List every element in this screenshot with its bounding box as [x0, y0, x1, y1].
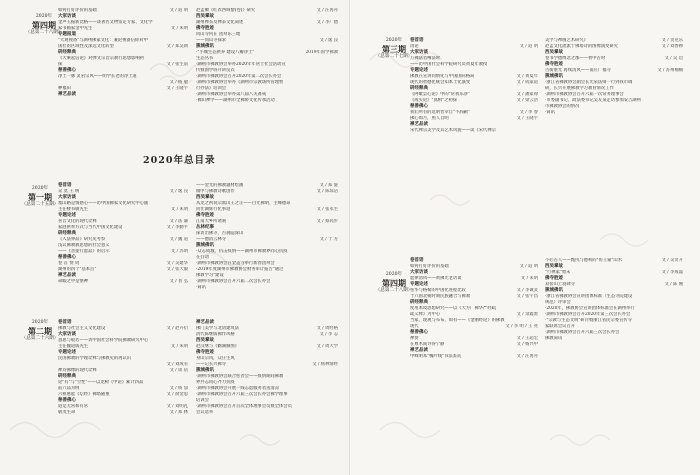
- entry-author: 文 / 俞金思: [166, 392, 188, 397]
- entry-title: ——德清云林寺: [196, 237, 227, 242]
- entry-title: ·湖州市佛教协会开展一线志愿服务者送清凉: [196, 386, 280, 391]
- entry-title: 前六品为例: [58, 386, 80, 391]
- section-heading: 专题论述: [410, 282, 428, 287]
- section-heading: 专题论述: [410, 68, 428, 73]
- entry-author: 文 / 吴建华: [166, 261, 188, 266]
- entry-title: ·简讯: [196, 285, 206, 290]
- entry-title: ——同山寺探求: [196, 38, 227, 43]
- toc-column: [410, 258, 538, 360]
- toc-column: [58, 8, 188, 98]
- entry-author: 文 / 道 明: [519, 264, 538, 269]
- entry-author: 文 / 刘成有: [166, 362, 188, 367]
- entry-author: 文 / 杨 茄: [169, 386, 188, 391]
- section-heading: 佛寺胜迹: [545, 62, 563, 67]
- section-heading: 西吴掌故: [196, 14, 214, 19]
- issue-label: [18, 186, 62, 208]
- entry-author: 文 / 道 明: [519, 44, 538, 49]
- entry-title: ·湖州市佛教协会联合慈善会——疫情期间佛教: [196, 374, 284, 379]
- issue-number: 第四期: [382, 278, 406, 288]
- issue-total-number: （总第二十八期）: [25, 30, 63, 35]
- issue-total-number: （总第二十六期）: [21, 336, 59, 341]
- entry-title: 规范）评审会: [545, 300, 571, 305]
- entry-title: "大观视备"与湖州佛家文化：兼论视备信仰对中: [58, 38, 148, 43]
- entry-title: 当家、现观与布布，如有——《金刚经论》的佛教: [410, 318, 505, 323]
- entry-title: 微中与佛教诗歌创作: [196, 189, 235, 194]
- entry-author: 文 / 周大学: [316, 344, 338, 349]
- toc-column: [196, 8, 338, 104]
- entry-title: ——记长兴佛寺: [196, 362, 227, 367]
- entry-title: 论"有"与"空性"——以龙树《中论》累计四品: [58, 380, 144, 385]
- entry-title: 清代陈继儒佛作风格: [196, 332, 235, 337]
- section-heading: 簇城佛讯: [545, 74, 563, 79]
- issue-year: 2020年: [385, 272, 403, 277]
- entry-author: 文 / 张宇昌: [516, 294, 538, 299]
- section-heading: 卷首语: [410, 38, 424, 43]
- entry-author: 文 / 苏明: [170, 249, 188, 254]
- entry-author: 文 / 赵卉衍: [166, 326, 188, 331]
- section-heading: 卷首语: [58, 320, 72, 325]
- entry-title: 如何打好评价的基础: [58, 8, 97, 13]
- entry-title: ·湖州市佛教协会召开六届三次会长办会佛学理事: [196, 392, 288, 397]
- issue-total-number: （总第二十五期）: [21, 202, 59, 207]
- section-heading: 研经释典: [410, 300, 428, 305]
- entry-author: 文 / 朱明: [170, 344, 188, 349]
- entry-title: 在尊木间寻得宁静: [410, 342, 445, 347]
- entry-title: 金声玉振新比格——谈著名文物鉴定专家、文化学: [58, 20, 153, 25]
- entry-title: 佛教学习"建设: [196, 273, 224, 278]
- entry-title: 种福田: [58, 86, 71, 91]
- entry-title: 禅诗佛像的现代诠释: [58, 368, 97, 373]
- entry-title: ·湖州市佛教协会在金盖寺举行新春团拜会: [196, 261, 275, 266]
- section-heading: 专题论述: [58, 213, 76, 218]
- section-heading: 佛寺胜迹: [196, 350, 214, 355]
- entry-title: 我们所有的选明皆幸自"不辞嗣": [410, 110, 470, 115]
- section-heading: 大家访谈: [410, 270, 428, 275]
- section-heading: 西吴掌故: [545, 50, 563, 55]
- toc-entry[interactable]: [196, 98, 338, 104]
- entry-author: 文 / 黄夏年: [516, 74, 538, 79]
- entry-author: 文 / 陈琼洁: [316, 189, 338, 194]
- entry-author: 文 / 刘明礼: [166, 404, 188, 409]
- toc-entry[interactable]: [58, 410, 188, 416]
- entry-author: 文 / 普 弘: [169, 279, 188, 284]
- entry-title: 市佛教协会的情况: [545, 104, 580, 109]
- entry-title: 喜音文化的现代诠释: [58, 219, 97, 224]
- entry-author: 文 / 周经格: [316, 326, 338, 331]
- issue-year: 2020年: [385, 38, 403, 43]
- entry-title: 佛教与社会主义文化建设: [58, 326, 106, 331]
- section-heading: 丛林纪事: [196, 225, 214, 230]
- entry-title: 净土一脉 灵岩宗风——明学长老的净土道: [58, 74, 137, 79]
- toc-column: [545, 38, 683, 116]
- entry-title: 佛教简讯: [545, 336, 563, 341]
- entry-title: 培训会: [196, 398, 209, 403]
- entry-title: ——访中国社会科学院研究员黄夏年教授: [410, 62, 488, 67]
- toc-column: [545, 258, 683, 342]
- entry-author: 文 / 李 明 / 王 亮: [505, 324, 538, 329]
- entry-title: 生态丛书: [196, 56, 214, 61]
- entry-title: 疏义释》为中心: [410, 312, 441, 317]
- entry-author: 文 / 郑 林: [169, 410, 188, 415]
- entry-title: ·众志成城，抗击疫情——湖州市佛教界同心抗疫: [196, 249, 288, 254]
- entry-title: ·"宗教与生态文明"研讨暨浙江省民宗委宣传寺: [545, 318, 632, 323]
- section-heading: 慈善佛心: [58, 255, 76, 260]
- entry-title: ·浙江省佛教协会宣讲团体标准（生态寺院建设: [545, 294, 633, 299]
- toc-column: [410, 38, 538, 134]
- section-heading: 专题论述: [58, 350, 76, 355]
- entry-title: 慈华与格勒的中国化进程比较: [410, 288, 466, 293]
- issue-number: 第四期: [32, 20, 56, 30]
- toc-entry[interactable]: [196, 285, 338, 291]
- toc-entry[interactable]: [545, 258, 683, 264]
- issue-total-number: （总第二十八期）: [375, 288, 413, 293]
- entry-author: 文 / 十 方: [319, 237, 338, 242]
- entry-title: 宋代禅宗美学及其艺术风貌——读《宋代禅宗: [410, 128, 496, 133]
- section-heading: 簇城佛讯: [196, 243, 214, 248]
- entry-title: 赵孟文化流派于佛塔诗的图像演变研究: [545, 44, 619, 49]
- entry-title: 主任魏道儒先生: [58, 344, 89, 349]
- issue-number: 第一期: [28, 192, 52, 202]
- entry-title: 度用本境思想研究——以《大方广佛华严经疏: [410, 306, 496, 311]
- section-heading: 西吴掌故: [196, 195, 214, 200]
- entry-title: 现代: [410, 324, 419, 329]
- issue-total-number: （总第二十七期）: [375, 54, 413, 59]
- entry-title: 《大乘起信论》对弹文宗旨宗教行思想影响初: [58, 56, 144, 61]
- section-heading: 禅艺品读: [58, 92, 76, 97]
- entry-author: 文 / 郑昊朗: [166, 44, 188, 49]
- entry-title: 在行动: [196, 255, 209, 260]
- entry-title: 佛心如月，照人自明: [410, 116, 449, 121]
- entry-title: 主任楼书敏先生: [58, 207, 89, 212]
- entry-title: 卷书学德博悲之郡——智中古时: [545, 56, 606, 61]
- section-heading: 慈善佛心: [410, 330, 428, 335]
- entry-author: 文 / 李诚灵: [516, 288, 538, 293]
- toc-entry[interactable]: [196, 410, 338, 416]
- entry-author: 文 / 谈 蓓: [169, 368, 188, 373]
- section-heading: 大家访谈: [58, 14, 76, 19]
- toc-column: [58, 320, 188, 416]
- issue-label: [18, 320, 62, 342]
- issue-year: 2020年: [31, 186, 49, 191]
- section-heading: 禅艺品读: [410, 348, 428, 353]
- issue-year: 2020年: [31, 320, 49, 325]
- entry-title: 赵汉继与《鹳湖颐图》: [196, 344, 239, 349]
- toc-column: [196, 183, 338, 291]
- entry-title: 国社的区域性及深远文化转型: [58, 44, 114, 49]
- entry-author: 文 / 潘家禄: [516, 92, 538, 97]
- entry-title: 民国佛教的学理诠释与佛教史的再认识: [58, 356, 132, 361]
- entry-title: 现代的智德化统会知本土化演变: [410, 80, 471, 85]
- entry-title: 敬茂生命: [58, 410, 76, 415]
- entry-title: ·2020年，佛教协会宣讲团体标准会在湖州举行: [545, 306, 635, 311]
- entry-author: 文 / 朱明: [520, 276, 538, 281]
- entry-title: 万佛法者傳法时: [410, 56, 441, 61]
- section-heading: 大家访谈: [410, 50, 428, 55]
- section-heading: 簇城佛讯: [196, 368, 214, 373]
- entry-title: 禅赞: [410, 336, 419, 341]
- toc-entry[interactable]: [545, 336, 683, 342]
- entry-title: ·湖州市佛教协会举办2020年年居士社会活动宣: [196, 62, 286, 67]
- entry-author: 文 / 汪再舟: [516, 354, 538, 359]
- section-heading: 研经释典: [58, 50, 76, 55]
- entry-title: 再论: [410, 44, 419, 49]
- section-heading: 西吴掌故: [545, 264, 563, 269]
- entry-title: 卷 首 赞 词: [58, 261, 80, 266]
- section-heading: 卷首语: [410, 258, 424, 263]
- entry-title: ·"小城生态供养 建设八瓣净土": [196, 50, 255, 55]
- entry-author: 文 / 刘香穆: [661, 44, 683, 49]
- entry-author: 文 / 余鑫蕾: [516, 312, 538, 317]
- entry-author: 2019年国学佛教: [305, 50, 338, 55]
- entry-author: 文 / 成家道: [516, 80, 538, 85]
- entry-title: 如何打好评价的基础: [410, 264, 449, 269]
- entry-title: 古街重光 再续清风——南庄广福寺: [545, 68, 611, 73]
- section-heading: 佛寺胜迹: [545, 276, 563, 281]
- entry-title: 道是无常和有常: [58, 404, 89, 409]
- entry-title: 从龙之初说宗派山王之正——白光佛明、主峰德昂: [196, 201, 291, 206]
- entry-author: 文 / 苏州楠楠: [657, 68, 683, 73]
- entry-title: 湖州禅茶及禅茶文化简述: [196, 20, 244, 25]
- toc-entry[interactable]: [58, 279, 188, 285]
- issue-number: 第二期: [28, 326, 52, 336]
- entry-title: 浅议佛教教思想的社会意义: [58, 243, 110, 248]
- toc-entry[interactable]: [545, 110, 683, 116]
- entry-title: 赵孟頫《红衣西域僧(卷)》研究: [196, 8, 256, 13]
- main-title: 2020年总目录: [143, 155, 216, 166]
- section-heading: 卷首语: [58, 183, 72, 188]
- entry-author: 文 / 朱明: [170, 26, 188, 31]
- entry-author: 文 / 逸 良: [319, 38, 338, 43]
- entry-author: 文 / 李勤平: [166, 225, 188, 230]
- entry-title: 研，长兴开展佛教学习教育情况工作: [545, 86, 614, 91]
- entry-author: 文 / 李 志: [319, 332, 338, 337]
- entry-title: 《阿毗昙心论》中的"常我乐净": [410, 92, 470, 97]
- section-heading: 慈善佛心: [58, 398, 76, 403]
- entry-title: 湖州的四个"基本点": [58, 267, 97, 272]
- entry-title: 家书画家金中先生: [58, 26, 93, 31]
- entry-title: ——金光的佛教题材绘画: [196, 183, 244, 188]
- entry-title: ·湖州市佛教协会举办《湖州市宗教场所管理暂: [196, 80, 284, 85]
- entry-title: 不必古人——甄戌与德初的"仿王蒙"山水: [545, 258, 622, 263]
- issue-number: 第三期: [382, 44, 406, 54]
- entry-author: 文 / 王晓宇: [166, 86, 188, 91]
- entry-title: ·湖州市佛教协会召开2020年第三次会长办会: [545, 312, 631, 317]
- entry-title: 同仕湖辉行化事迹: [196, 207, 231, 212]
- section-heading: 大家访谈: [58, 195, 76, 200]
- entry-title: 命暇之中是惬神: [58, 279, 89, 284]
- section-heading: 佛寺胜迹: [196, 26, 214, 31]
- entry-author: 文 / 杨 敏: [169, 80, 188, 85]
- section-heading: 禅艺品读: [196, 320, 214, 325]
- entry-author: 文 / 梁云浩: [516, 98, 538, 103]
- entry-title: 会议选举: [196, 410, 214, 415]
- entry-author: 文 / 张永生: [316, 207, 338, 212]
- entry-title: ·市委副书记、政法委书记吴友某走访参加安吉湖州: [545, 98, 641, 103]
- section-heading: 专题报道: [58, 32, 76, 37]
- entry-title: 探访出佛寺，古刹隐深山: [196, 231, 244, 236]
- entry-author: 文 / 朱明: [170, 207, 188, 212]
- entry-title: ·简讯: [545, 110, 555, 115]
- section-heading: 慈善佛心: [410, 104, 428, 109]
- toc-entry[interactable]: [410, 128, 538, 134]
- entry-author: 文 / 张生前: [166, 62, 188, 67]
- entry-title: 塞山路是情感心——访中国佛家文化研究中心副: [58, 201, 149, 206]
- entry-title: 愿律清风——黄佛光老访谈: [410, 276, 462, 281]
- entry-title: ·湖州市佛教协会召开六届一次常务理事会: [545, 92, 624, 97]
- entry-title: 界共志同心齐力抗疫: [196, 380, 235, 385]
- entry-title: 双髻山上羽降寺: [545, 282, 576, 287]
- entry-author: 文 / 道 明: [169, 8, 188, 13]
- entry-title: 美学与禅画艺术研究》: [545, 38, 588, 43]
- section-heading: 大家访谈: [58, 332, 76, 337]
- entry-title: 十六国北朝时期民族融合与佛教: [410, 294, 471, 299]
- entry-title: 江南大乡所诸刹: [196, 219, 227, 224]
- section-heading: 研经释典: [58, 231, 76, 236]
- entry-title: 《成实论》"真相"之初探: [410, 98, 457, 103]
- section-heading: 禅艺品读: [58, 273, 76, 278]
- entry-title: 《入法界品》研究史考察: [58, 237, 106, 242]
- entry-author: 文 / 王晓宇: [516, 116, 538, 121]
- entry-author: 文 / 陈 刚: [664, 282, 683, 287]
- entry-author: 文 / 法 谦: [169, 219, 188, 224]
- section-heading: 研经释典: [410, 86, 428, 91]
- section-heading: 研经释典: [58, 374, 76, 379]
- entry-author: 文 / 逸 良: [169, 189, 188, 194]
- section-heading: 佛寺胜迹: [196, 213, 214, 218]
- entry-title: ·湖州市佛教协会举办第八届八关斋戒: [196, 92, 267, 97]
- entry-author: 文 / 李 春: [519, 110, 538, 115]
- section-heading: 簇城佛讯: [545, 288, 563, 293]
- entry-author: 文 / 汪再舟: [316, 8, 338, 13]
- entry-author: 文 / 吴奇升: [661, 258, 683, 263]
- toc-column: [58, 183, 188, 285]
- entry-author: 文 / 张大毅: [166, 267, 188, 272]
- entry-author: 文 / 吴 迅: [664, 56, 683, 61]
- entry-title: ·2019年度湖州市佛教协会财务审计报告"通过: [196, 267, 284, 272]
- section-heading: 禅艺品读: [410, 122, 428, 127]
- entry-title: 意思与般若——访中国社会科学院佛教研究中心: [58, 338, 149, 343]
- entry-title: "行禅家"始末: [545, 270, 571, 275]
- entry-title: ·佛山禅学——湖州市全佛协文化传承活动: [196, 98, 275, 103]
- entry-title: 同山寺何在 团拜乐三地: [196, 32, 241, 37]
- entry-author: 文 / 贺克乐: [661, 38, 683, 43]
- entry-title: ·湖州市佛教协会召开首次全体理事会员暨全体会员: [196, 404, 292, 409]
- section-heading: 西吴掌故: [196, 338, 214, 343]
- entry-title: 六祖惠能《坛经》佛塔随重: [58, 392, 110, 397]
- entry-author: 文 / 王超宏: [516, 336, 538, 341]
- entry-title: ·浙江省佛教协会副会长光泉法师一行到我市调: [545, 80, 633, 85]
- entry-title: ·湖州市佛教协会召开六届二次会长办会: [196, 279, 271, 284]
- toc-column: [196, 320, 338, 416]
- section-heading: 簇城佛讯: [196, 44, 214, 49]
- entry-title: ——《菩提行愿品》的启示: [58, 249, 110, 254]
- entry-author: 文 / 蔡高步: [316, 219, 338, 224]
- entry-author: 文 / 李成磊: [661, 270, 683, 275]
- entry-title: 众 莫 王 统: [58, 189, 80, 194]
- entry-title: 探: [58, 62, 63, 67]
- entry-title: 家联席会议召开: [545, 324, 576, 329]
- entry-title: ·湖州市佛教协会召开六届三次会长办会: [545, 330, 620, 335]
- entry-title: 中峰明本"槐叶线"书法鉴赏: [410, 354, 462, 359]
- toc-entry[interactable]: [545, 44, 683, 50]
- entry-title: 传暨国学班开讲仪式: [196, 68, 235, 73]
- entry-author: 文 / 郑 旋: [319, 183, 338, 188]
- entry-title: 家庭供奉方式与当代中国文化建设: [58, 225, 123, 230]
- entry-title: 佛门美学与北清建筑法: [196, 326, 239, 331]
- entry-title: 佛教在宣讲同情化与中国国际格局: [410, 74, 475, 79]
- section-heading: 慈善佛心: [58, 68, 76, 73]
- entry-title: ·湖州市佛教协会召开2020年第二次会长办会: [196, 74, 282, 79]
- entry-author: 文 / 李广德: [316, 20, 338, 25]
- entry-author: 文 / 魏 道: [169, 237, 188, 242]
- entry-title: 行办法》培训会: [196, 86, 227, 91]
- entry-author: 文 / 杨兴中: [516, 342, 538, 347]
- toc-entry[interactable]: [410, 354, 538, 360]
- issue-year: 2020年: [35, 14, 53, 19]
- entry-author: 文 / 杨林情经: [312, 362, 338, 367]
- entry-title: 身山宗风，众庄生风: [196, 356, 235, 361]
